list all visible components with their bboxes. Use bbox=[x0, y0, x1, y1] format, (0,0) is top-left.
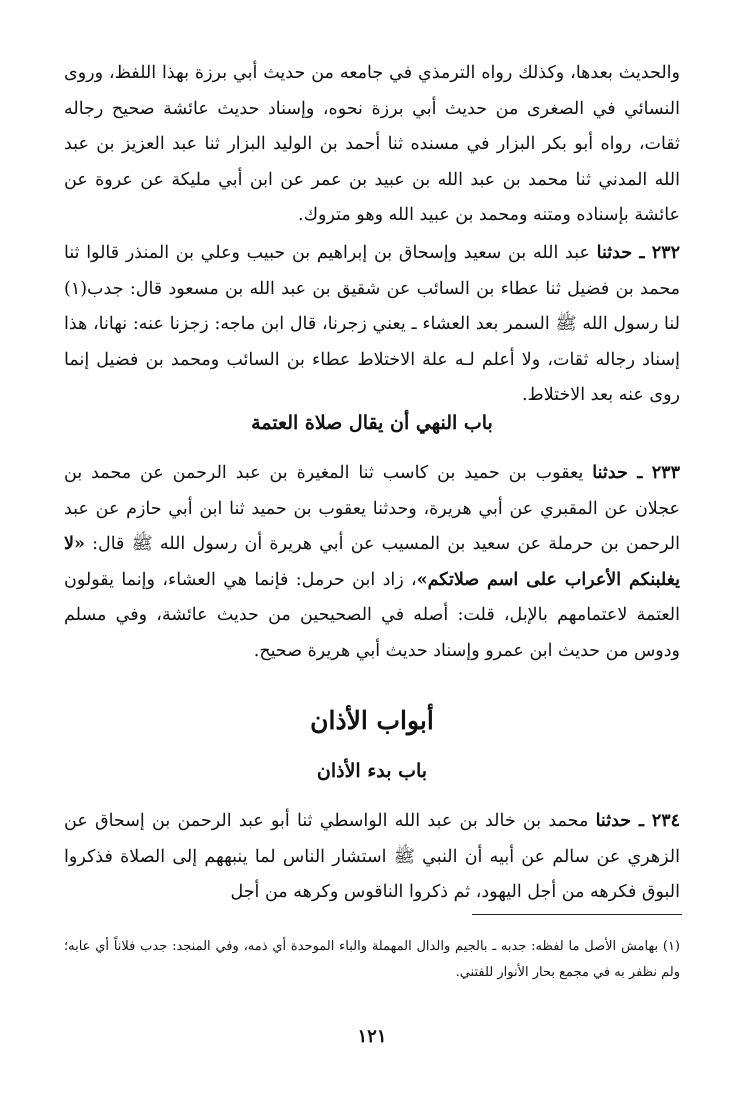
hadith-234 bbox=[64, 804, 680, 911]
hadith-232 bbox=[64, 236, 680, 414]
footnote-divider bbox=[472, 914, 682, 915]
hadith-number-234: ٢٣٤ ـ حدثنا bbox=[595, 811, 680, 831]
chapter-title-abwab-adhan: أبواب الأذان bbox=[310, 706, 434, 735]
hadith-text-233b: ، زاد ابن حرمل: فإنما هي العشاء، وإنما يقولون العتمة لاعتمامهم بالإبل، قلت: أصله في الصحيحين من حديث عائشة، وفي مسلم ودوس من حديث ابن عمرو وإسناد حديث أبي هريرة صحيح. bbox=[64, 569, 680, 661]
page-number: ١٢١ bbox=[357, 1026, 387, 1047]
hadith-text-232: عبد الله بن سعيد وإسحاق بن إبراهيم بن حبيب وعلي بن المنذر قالوا ثنا محمد بن فضيل ثنا عطاء بن السائب عن شقيق بن عبد الله بن مسعود قال: جدب(١) لنا رسول الله ﷺ السمر بعد العشاء ـ يعني زجرنا، قال ابن ماجه: زجزنا عنه: نهانا، هذا إسناد رجاله ثقات، ولا أعلم لـه علة الاختلاط عطاء بن السائب ومحمد بن فضيل إنما روى عنه بعد الاختلاط. bbox=[64, 243, 680, 405]
section-heading-bab-bad-adhan: باب بدء الأذان bbox=[316, 760, 428, 782]
hadith-text-233a: يعقوب بن حميد بن كاسب ثنا المغيرة بن عبد الرحمن عن محمد بن عجلان عن المقبري عن أبي هريرة، وحدثنا يعقوب بن حميد ثنا ابن أبي حازم عن عبد الرحمن بن حرملة عن سعيد بن المسيب عن أبي هريرة أن رسول الله ﷺ قال: bbox=[64, 463, 680, 554]
footnote bbox=[64, 934, 680, 986]
paragraph-text: والحديث بعدها، وكذلك رواه الترمذي في جامعه من حديث أبي برزة بهذا اللفظ، وروى النسائي في الصغرى من حديث أبي برزة نحوه، وإسناد حديث عائشة صحيح رجاله ثقات، رواه أبو بكر البزار في مسنده ثنا أحمد بن الوليد البزار ثنا عبد العزيز بن عبد الله المدني ثنا محمد بن عبد الله بن عبيد بن عمر عن ابن أبي مليكة عن عروة عن عائشة بإسناده ومتنه ومحمد بن عبيد الله وهو متروك. bbox=[64, 63, 680, 225]
hadith-number-232: ٢٣٢ ـ حدثنا bbox=[596, 243, 680, 263]
hadith-text-234: محمد بن خالد بن عبد الله الواسطي ثنا أبو عبد الرحمن بن إسحاق عن الزهري عن سالم عن أبيه أن النبي ﷺ استشار الناس لما ينبههم إلى الصلاة فذكروا البوق فكرهه من أجل اليهود، ثم ذكروا الناقوس وكرهه من أجل bbox=[64, 811, 680, 902]
hadith-233 bbox=[64, 456, 680, 669]
paragraph-continuation bbox=[64, 56, 680, 234]
footnote-text: (١) بهامش الأصل ما لفظه: جدبه ـ بالجيم والدال المهملة والباء الموحدة أي ذمه، وفي المنجد: جدب فلاناً أي عابه؛ ولم نظفر به في مجمع بحار الأنوار للفتني. bbox=[64, 939, 680, 980]
hadith-number-233: ٢٣٣ ـ حدثنا bbox=[592, 463, 680, 483]
hadith-quote-233: «لا يغلبنكم الأعراب على اسم صلاتكم» bbox=[64, 534, 681, 590]
section-heading-bab-atama: باب النهي أن يقال صلاة العتمة bbox=[251, 412, 493, 434]
